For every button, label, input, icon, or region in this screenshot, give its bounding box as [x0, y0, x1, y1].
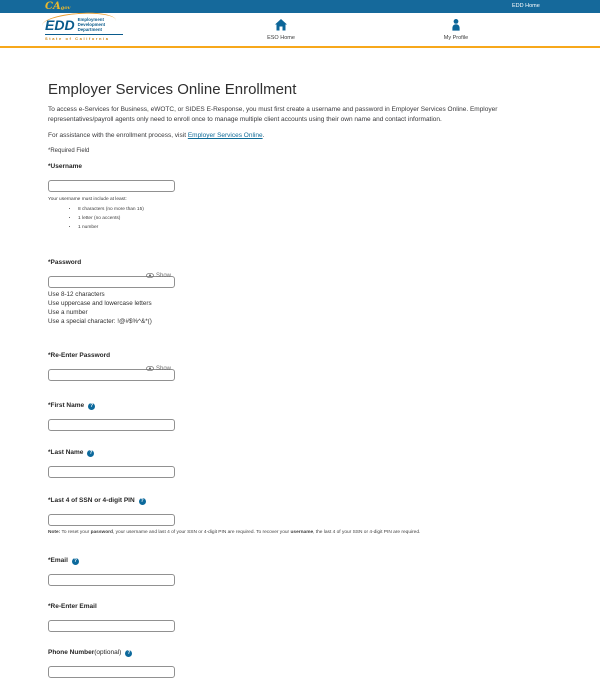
username-input[interactable]: [48, 180, 175, 192]
ssn-group: [48, 497, 552, 536]
note-label: Note:: [48, 530, 61, 535]
edd-logo-line2: Development: [77, 22, 106, 27]
nav-eso-home-label: ESO Home: [267, 35, 295, 41]
password-rule: Use a number: [48, 309, 88, 316]
person-icon: [421, 18, 491, 32]
last-name-input[interactable]: [48, 466, 175, 478]
ssn-input[interactable]: [48, 514, 175, 526]
edd-home-link[interactable]: EDD Home: [512, 3, 540, 9]
email-label: *Email: [48, 557, 68, 564]
edd-logo-swoosh: [41, 10, 116, 35]
first-name-input[interactable]: [48, 419, 175, 431]
reenter-email-label: *Re-Enter Email: [48, 603, 97, 610]
password-rules: [48, 290, 552, 326]
eye-icon: [146, 366, 154, 371]
assistance-suffix: .: [262, 132, 265, 139]
username-rule: • 8 characters (no more than 15): [78, 205, 552, 214]
ca-gov-logo-text: CA: [45, 1, 61, 12]
ca-gov-logo-suffix: gov: [60, 5, 71, 11]
page-title: Employer Services Online Enrollment: [48, 81, 297, 98]
edd-logo-line3: Department: [77, 27, 102, 32]
username-rule: • 1 number: [78, 223, 552, 232]
password-group: [48, 259, 552, 326]
top-utility-bar: [0, 0, 600, 13]
email-input[interactable]: [48, 574, 175, 586]
password-rule: Use uppercase and lowercase letters: [48, 300, 152, 307]
edd-logo-line1: Employment: [77, 17, 104, 22]
reenter-password-show-button[interactable]: [146, 366, 171, 372]
first-name-help-icon[interactable]: ?: [90, 402, 94, 409]
password-label: *Password: [48, 259, 82, 266]
email-help-icon[interactable]: ?: [73, 557, 77, 564]
reenter-email-input[interactable]: [48, 620, 175, 632]
home-icon: [246, 18, 316, 32]
reenter-email-group: [48, 603, 552, 632]
username-rule: • 1 letter (no accents): [78, 214, 552, 223]
site-header: [0, 13, 600, 48]
first-name-group: [48, 402, 552, 431]
edd-logo-text: EDD: [45, 17, 75, 33]
password-rule: Use 8-12 characters: [48, 291, 105, 298]
reenter-password-show-label: Show: [155, 365, 171, 372]
phone-input[interactable]: [48, 666, 175, 678]
edd-logo[interactable]: [45, 17, 123, 41]
first-name-label: *First Name: [48, 402, 85, 409]
username-label: *Username: [48, 163, 82, 170]
nav-my-profile[interactable]: [421, 18, 491, 41]
reenter-password-label: *Re-Enter Password: [48, 352, 111, 359]
edd-logo-state-text: State of California: [45, 34, 123, 42]
main-content: [0, 48, 600, 678]
ssn-help-icon[interactable]: ?: [140, 497, 144, 504]
password-show-label: Show: [155, 272, 171, 279]
phone-group: [48, 649, 552, 678]
intro-paragraph: To access e-Services for Business, eWOTC, or SIDES E-Response, you must first create a username and password in Employer Services Online. Employer representatives/payroll agents only need to enroll once to manage multiple client accounts using their own name and contact information.: [48, 106, 498, 123]
username-help-title: Your username must include at least:: [48, 197, 127, 202]
employer-services-online-link[interactable]: Employer Services Online: [187, 132, 263, 139]
eye-icon: [146, 273, 154, 278]
password-show-button[interactable]: [146, 273, 171, 279]
ssn-note: Note: To reset your password, your username and last 4 of your SSN or 4-digit PIN are required. To recover your username, the last 4 of your SSN or 4-digit PIN are required.: [48, 530, 421, 535]
phone-label: Phone Number: [48, 649, 95, 656]
ssn-label: *Last 4 of SSN or 4-digit PIN: [48, 497, 135, 504]
username-rules-list: [48, 205, 552, 232]
email-group: [48, 557, 552, 586]
phone-optional-label: (optional): [94, 649, 122, 656]
password-rule: Use a special character: !@#$%^&*(): [48, 318, 152, 325]
last-name-help-icon[interactable]: ?: [89, 449, 93, 456]
required-field-note: *Required Field: [48, 148, 90, 154]
assistance-prefix: For assistance with the enrollment process, visit: [48, 132, 188, 139]
nav-my-profile-label: My Profile: [443, 35, 469, 41]
reenter-password-group: [48, 352, 552, 381]
nav-eso-home[interactable]: [246, 18, 316, 41]
phone-help-icon[interactable]: ?: [127, 649, 131, 656]
last-name-group: [48, 449, 552, 478]
last-name-label: *Last Name: [48, 449, 84, 456]
username-group: [48, 163, 552, 232]
assistance-line: [48, 131, 552, 141]
